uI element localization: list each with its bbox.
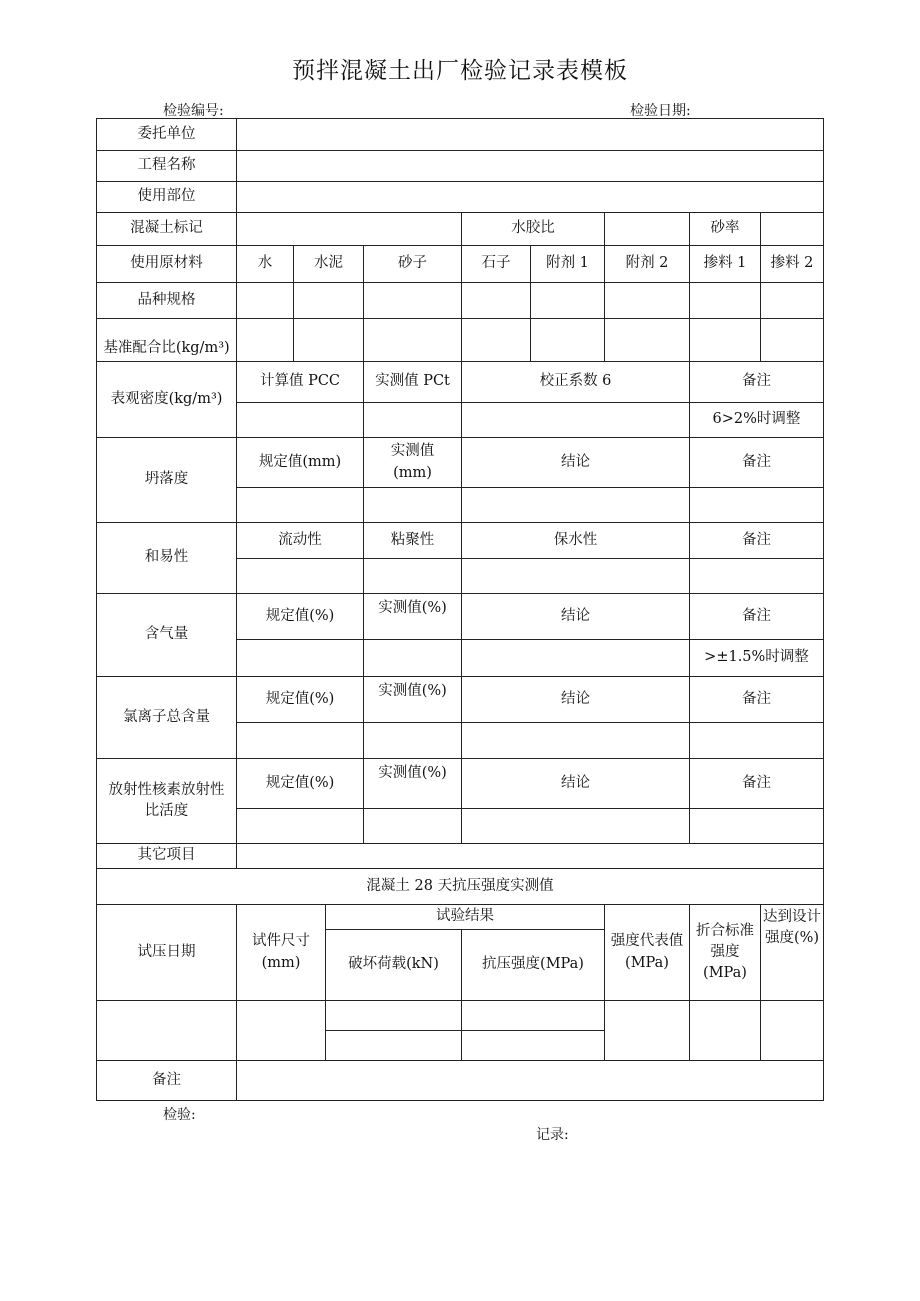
fluidity-header: 流动性 (278, 531, 322, 548)
water-retention-header: 保水性 (553, 531, 598, 548)
air-remark-header: 备注 (742, 607, 771, 624)
material-admixture-2: 附剂 2 (625, 255, 669, 272)
density-label: 表观密度(kg/m³) (110, 390, 223, 407)
sand-ratio-label: 砂率 (710, 220, 740, 237)
air-conclusion-header: 结论 (561, 607, 590, 624)
test-date-header: 试压日期 (137, 943, 196, 960)
density-adjust-note: 6>2%时调整 (712, 411, 801, 428)
material-cement: 水泥 (314, 255, 343, 272)
design-strength-pct-header: 达到设计 强度(%) (763, 909, 821, 947)
density-measured-header: 实测值 PCt (375, 373, 450, 390)
compressive-strength-header: 抗压强度(MPa) (482, 956, 584, 973)
converted-strength-header: 折合标准 强度 (MPa) (696, 922, 754, 981)
air-measured-header: 实测值(%) (378, 600, 447, 616)
client-field[interactable] (237, 119, 823, 150)
slump-measured-header: 实测值 (mm) (390, 443, 435, 481)
slump-label: 坍落度 (144, 471, 189, 488)
slump-conclusion-header: 结论 (561, 453, 590, 470)
strength-section-title: 混凝土 28 天抗压强度实测值 (366, 877, 554, 894)
workability-label: 和易性 (144, 549, 189, 566)
chloride-remark-header: 备注 (742, 690, 771, 707)
density-calc-header: 计算值 PCC (259, 373, 341, 390)
cohesion-header: 粘聚性 (390, 531, 435, 548)
failure-load-header: 破坏荷载(kN) (348, 956, 439, 973)
slump-remark-header: 备注 (742, 453, 771, 470)
water-binder-label: 水胶比 (511, 220, 555, 237)
air-specified-header: 规定值(%) (265, 607, 335, 624)
density-remark-header: 备注 (742, 373, 771, 390)
water-binder-field[interactable] (605, 213, 689, 245)
workability-remark-header: 备注 (742, 531, 771, 548)
remark-field[interactable] (237, 1061, 823, 1100)
project-label: 工程名称 (137, 157, 196, 174)
client-label: 委托单位 (137, 125, 196, 142)
radioactivity-remark-header: 备注 (742, 774, 771, 791)
material-admixture-1: 附剂 1 (546, 255, 589, 272)
concrete-mark-field[interactable] (237, 213, 461, 245)
spec-label: 品种规格 (137, 291, 196, 308)
material-water: 水 (257, 255, 273, 272)
inspection-no-label: 检验编号: (163, 103, 224, 119)
air-adjust-note: >±1.5%时调整 (704, 649, 809, 666)
chloride-specified-header: 规定值(%) (265, 690, 335, 707)
sand-ratio-field[interactable] (761, 213, 823, 245)
base-mix-ratio-label: 基准配合比(kg/m³) (103, 339, 230, 356)
specimen-size-header: 试件尺寸 (mm) (252, 933, 310, 971)
radioactivity-measured-header: 实测值(%) (378, 765, 447, 781)
chloride-label: 氯离子总含量 (123, 708, 210, 725)
radioactivity-label: 放射性核素放射性 比活度 (108, 781, 225, 819)
material-additive-1: 掺料 1 (703, 255, 747, 272)
recorder-label: 记录: (536, 1127, 569, 1143)
other-items-label: 其它项目 (137, 847, 196, 864)
density-factor-header: 校正系数 6 (539, 373, 612, 390)
air-content-label: 含气量 (144, 626, 189, 643)
radioactivity-conclusion-header: 结论 (561, 774, 590, 791)
material-stone: 石子 (481, 255, 511, 272)
material-sand: 砂子 (398, 255, 427, 272)
test-result-header: 试验结果 (436, 908, 494, 925)
page-title: 预拌混凝土出厂检验记录表模板 (292, 58, 628, 84)
material-additive-2: 掺料 2 (770, 255, 814, 272)
inspector-label: 检验: (163, 1107, 196, 1123)
remark-label: 备注 (152, 1071, 181, 1088)
inspection-date-label: 检验日期: (630, 103, 691, 119)
chloride-conclusion-header: 结论 (561, 690, 590, 707)
usage-part-field[interactable] (237, 182, 823, 212)
other-items-field[interactable] (237, 844, 823, 868)
project-field[interactable] (237, 151, 823, 181)
concrete-mark-label: 混凝土标记 (130, 220, 203, 237)
chloride-measured-header: 实测值(%) (378, 683, 447, 699)
radioactivity-specified-header: 规定值(%) (265, 774, 335, 791)
representative-strength-header: 强度代表值 (MPa) (610, 933, 684, 971)
raw-materials-label: 使用原材料 (130, 255, 203, 272)
slump-specified-header: 规定值(mm) (258, 453, 342, 470)
usage-part-label: 使用部位 (137, 188, 196, 205)
